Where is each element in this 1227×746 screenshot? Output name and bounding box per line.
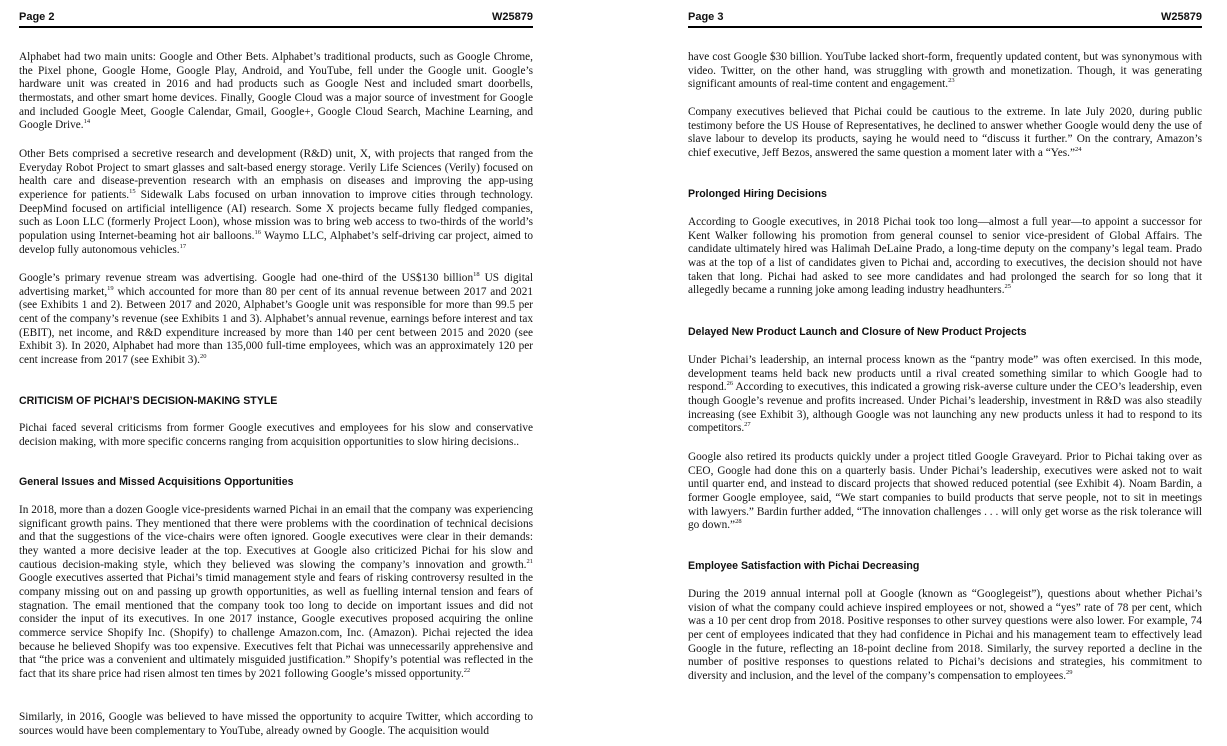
paragraph-2018-email: In 2018, more than a dozen Google vice-presidents warned Pichai in an email that the company was experiencing significant growth pains. They mentioned that there were problems with the coordination of technical decisions and that the suggestions of the vice-chairs were often ignored. Google executives were clear in their demands: they wanted a more decisive leader at the top. Executives at Google also criticized Pichai for his slow and cautious decision-making style, which they believed was slowing the company’s innovation and growth.$^{21}$ Google executives asserted that Pichai’s timid management style and fears of risking controversy resulted in the company missing out on and passing up growth opportunities, as well as fuelling internal tension and fears of stagnation. The email mentioned that the company took too long to decide on important issues and did not consider the input of its executives. In one 2017 instance, Google executives proposed acquiring the online commerce service Shopify Inc. (Shopify) to challenge Amazon.com, Inc. (Amazon). Pichai rejected the idea because he believed Shopify was too expensive. Executives felt that Pichai was unnecessarily apprehensive and that “the price was a convenient and ultimately misguided justification.” Shopify’s potential was reflected in the fact that its share price had risen almost ten times by 2021 following Google’s missed opportunity.$^{22}$ [19,504,533,680]
page-number: Page 2 [19,11,55,23]
footnote-ref: 16 [254,229,261,237]
paragraph-cautious: Company executives believed that Pichai could be cautious to the extreme. In late July 2020, during public testimony before the US House of Representatives, he declined to answer whether Google would deny the use of slave labour to develop its products, saying he would need to “discuss it further.” On the contrary, Amazon’s chief executive, Jeff Bezos, answered the same question a moment later with a “Yes.”$^{24}$ [688,106,1202,159]
paragraph-other-bets: Other Bets comprised a secretive research and development (R&D) unit, X, with projects that ranged from the Everyday Robot Project to smart glasses and salt-based energy storage. Verily Life Sciences (Verily) focused on health care and disease-prevention research with an emphasis on diseases and improving the app-using experience for patients.$^{15}$ Sidewalk Labs focused on urban innovation to improve cities through technology. DeepMind focused on artificial intelligence (AI) research. Some X projects became fully fledged companies, such as Loon LLC (formerly Project Loon), whose mission was to bring web access to two-thirds of the world’s population using Internet-beaming hot air balloons.$^{16}$ Waymo LLC, Alphabet’s self-driving car project, aimed to develop fully autonomous vehicles.$^{17}$ [19,148,533,256]
footnote-ref: 20 [200,353,207,361]
paragraph-twitter-cont: have cost Google $30 billion. YouTube lacked short-form, frequently updated content, but was synonymous with video. Twitter, on the other hand, was struggling with growth and monetization. Though, it was generating significant amounts of real-time content and engagement.$^{23}$ [688,51,1202,91]
footnote-ref: 26 [726,380,734,388]
footnote-ref: 29 [1066,669,1073,677]
footnote-ref: 22 [463,667,471,675]
footnote-ref: 27 [744,421,751,429]
footnote-ref: 23 [948,77,955,85]
paragraph-twitter: Similarly, in 2016, Google was believed to have missed the opportunity to acquire Twitter, which according to sources would have been complementary to YouTube, already owned by Google. The acquisition would [19,711,533,737]
footnote-ref: 19 [107,284,114,292]
paragraph-googlegeist: During the 2019 annual internal poll at Google (known as “Googlegeist”), questions about whether Pichai’s vision of what the company could achieve inspired employees or not, showed a “yes” rate of 78 per cent, which was a 10 per cent drop from 2018. Positive responses to other survey questions were also lower. For example, 74 per cent of employees indicated that they had confidence in Pichai and his management team to effectively lead Google in the future, reflecting an 18-point decline from 2018. Similarly, the survey reported a decline in the number of positive responses to questions related to Pichai’s decisions and strategies, his commitment to diversity and inclusion, and the level of the company’s compensation to employees.$^{29}$ [688,588,1202,682]
left-page [19,0,533,746]
section-heading-criticism: CRITICISM OF PICHAI’S DECISION-MAKING STYLE [19,395,278,407]
footnote-ref: 21 [526,557,533,565]
footnote-ref: 14 [83,118,91,126]
paragraph-hiring: According to Google executives, in 2018 Pichai took too long—almost a full year—to appoint a successor for Kent Walker following his promotion from general counsel to senior vice-president of Global Affairs. The candidate ultimately hired was Halimah DeLaine Prado, a long-time deputy on the company’s legal team. Prado was at the top of a list of candidates given to Pichai and, according to executives, the decision should not have taken that long. Pichai had asked to see more candidates and had prolonged the search for so long that it allegedly became a running joke among leading industry headhunters.$^{25}$ [688,216,1202,297]
subheading-hiring: Prolonged Hiring Decisions [688,188,827,200]
subheading-employee-satisfaction: Employee Satisfaction with Pichai Decreasing [688,560,920,572]
footnote-ref: 17 [179,242,187,250]
footnote-ref: 28 [735,518,742,526]
footnote-ref: 18 [473,271,480,279]
case-code: W25879 [1161,11,1202,23]
subheading-product-launch: Delayed New Product Launch and Closure of New Product Projects [688,326,1027,338]
footnote-ref: 25 [1004,283,1012,291]
paragraph-criticisms-intro: Pichai faced several criticisms from former Google executives and employees for his slow and conservative decision making, with more specific concerns ranging from acquisition opportunities to slow hiring decisions.. [19,422,533,448]
paragraph-alphabet-units: Alphabet had two main units: Google and Other Bets. Alphabet’s traditional products, such as Google Chrome, the Pixel phone, Google Home, Google Play, Android, and YouTube, fell under the Google unit. Google’s hardware unit was created in 2016 and had products such as Google Nest and included smart doorbells, thermostats, and other smart home devices. Finally, Google Cloud was a major source of investment for Google and included Google Meet, Google Calendar, Gmail, Google+, Google Cloud Search, Machine Learning, and Google Drive.$^{14}$ [19,51,533,132]
subheading-missed-acquisitions: General Issues and Missed Acquisitions Opportunities [19,476,294,488]
footnote-ref: 15 [129,188,136,196]
page-header [688,11,1202,28]
paragraph-graveyard: Google also retired its products quickly under a project titled Google Graveyard. Prior to Pichai taking over as CEO, Google had done this on a quarterly basis. Under Pichai’s leadership, executives were asked not to wait until quarter end, and instead to discard projects that showed reduced potential (see Exhibit 4). Noam Bardin, a former Google employee, said, “We start companies to build products that serve people, not to sit in meetings with lawyers.” Bardin further added, “The innovation challenges . . . will only get worse as the risk tolerance will go down.”$^{28}$ [688,451,1202,532]
page-number: Page 3 [688,11,724,23]
paragraph-pantry-mode: Under Pichai’s leadership, an internal process known as the “pantry mode” was often exercised. In this mode, development teams held back new products until a rival created something similar to which Google had to respond.$^{26}$ According to executives, this indicated a growing risk-averse culture under the CEO’s leadership, even though Google’s revenue and profits increased. Under Pichai’s leadership, investment in R&D was also steadily increasing (see Exhibit 3), although Google was not launching any new products unless it had to respond to its competitors.$^{27}$ [688,354,1202,435]
paragraph-revenue: Google’s primary revenue stream was advertising. Google had one-third of the US$130 billion$^{18}$ US digital advertising market,$^{19}$ which accounted for more than 80 per cent of its annual revenue between 2017 and 2021 (see Exhibits 1 and 2). Between 2017 and 2020, Alphabet’s Google unit was responsible for more than 99.5 per cent of the company’s revenue (see Exhibits 1 and 3). Alphabet’s annual revenue, earnings before interest and tax (EBIT), net income, and R&D expenditure increased by more than 140 per cent between 2015 and 2020 (see Exhibit 3). In 2020, Alphabet had more than 135,000 full-time employees, which was an approximately 120 per cent increase from 2017 (see Exhibit 3).$^{20}$ [19,271,533,366]
footnote-ref: 24 [1075,146,1082,154]
right-page [688,0,1202,746]
page-header [19,11,533,28]
case-code: W25879 [492,11,533,23]
